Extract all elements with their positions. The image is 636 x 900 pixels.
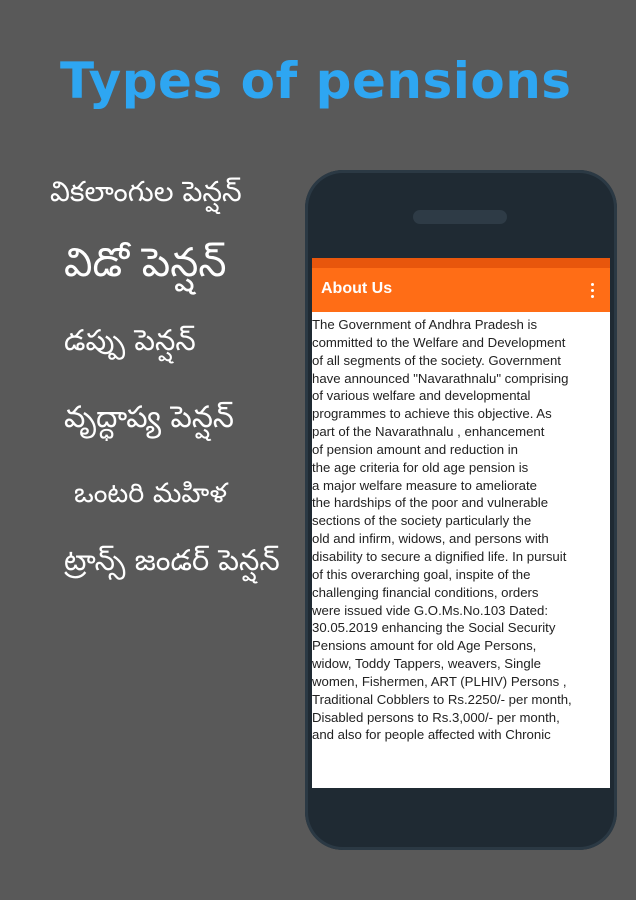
about-text-line: old and infirm, widows, and persons with (312, 531, 549, 547)
about-text-line: widow, Toddy Tappers, weavers, Single (312, 656, 541, 672)
about-text-line: part of the Navarathnalu , enhancement (312, 424, 545, 440)
more-vert-icon[interactable] (582, 280, 602, 300)
about-text-line: of various welfare and developmental (312, 388, 531, 404)
pension-type-item: విడో పెన్షన్ (64, 240, 227, 286)
pension-type-item: డప్పు పెన్షన్ (64, 323, 196, 357)
about-text-line: women, Fishermen, ART (PLHIV) Persons , (312, 673, 567, 689)
pension-type-item: ట్రాన్స్ జండర్ పెన్షన్ (64, 543, 280, 577)
phone-mockup (305, 170, 617, 850)
about-text-line: sections of the society particularly the (312, 513, 532, 529)
about-text-line: of pension amount and reduction in (312, 441, 519, 457)
about-text-line: challenging financial conditions, orders (312, 584, 539, 600)
about-text-line: 30.05.2019 enhancing the Social Security (312, 620, 556, 636)
about-text-line: committed to the Welfare and Development (312, 334, 566, 350)
about-text-line: programmes to achieve this objective. As (312, 406, 552, 422)
about-text-line: Disabled persons to Rs.3,000/- per month, (312, 709, 560, 725)
about-text-line: the hardships of the poor and vulnerable (312, 495, 549, 511)
about-content[interactable] (312, 316, 610, 746)
headline: Types of pensions (60, 52, 572, 110)
about-text-line: of all segments of the society. Government (312, 352, 561, 368)
phone-speaker (413, 210, 507, 224)
about-text-line: and also for people affected with Chronic (312, 727, 551, 743)
pension-type-item: ఒంటరి మహిళ (74, 478, 228, 509)
about-text-line: the age criteria for old age pension is (312, 459, 529, 475)
status-bar (312, 258, 610, 268)
about-text-line: a major welfare measure to ameliorate (312, 477, 538, 493)
about-text-line: The Government of Andhra Pradesh is (312, 317, 538, 332)
about-text-line: disability to secure a dignified life. In pursuit (312, 548, 567, 564)
pension-type-item: వికలాంగుల పెన్షన్ (50, 175, 242, 208)
app-bar-title: About Us (321, 280, 393, 297)
pension-type-item: వృద్ధాప్య పెన్షన్ (64, 400, 234, 435)
app-bar (312, 268, 610, 312)
about-text-line: Traditional Cobblers to Rs.2250/- per month, (312, 691, 572, 707)
phone-screen (312, 258, 610, 788)
about-text-line: were issued vide G.O.Ms.No.103 Dated: (312, 602, 549, 618)
about-text-line: have announced "Navarathnalu" comprising (312, 370, 569, 386)
about-text (312, 316, 610, 744)
about-text-line: Pensions amount for old Age Persons, (312, 638, 537, 654)
about-text-line: of this overarching goal, inspite of the (312, 566, 531, 582)
